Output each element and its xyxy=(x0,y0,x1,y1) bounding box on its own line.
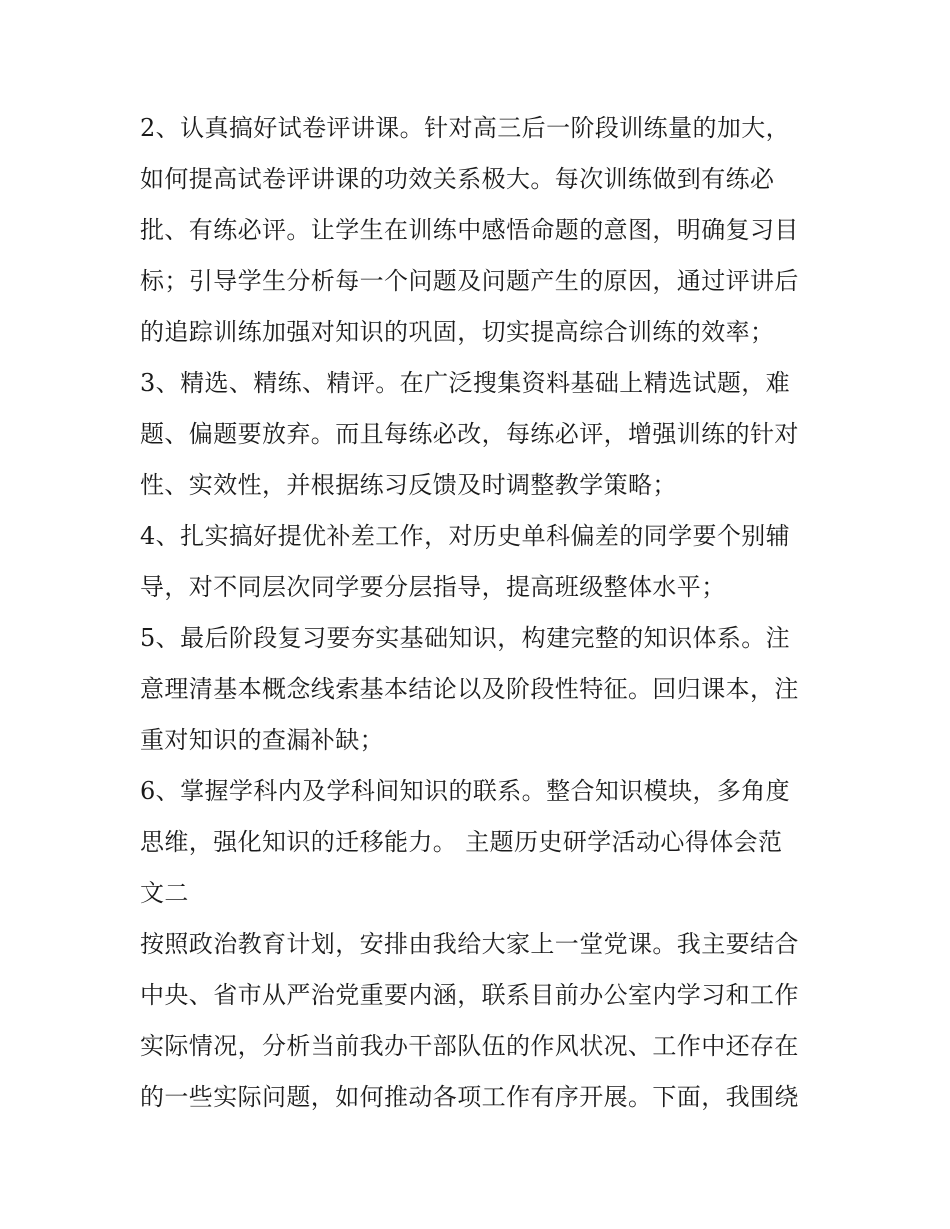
text-line: 2、认真搞好试卷评讲课。针对高三后一阶段训练量的加大， xyxy=(140,114,791,142)
text-line: 实际情况，分析当前我办干部队伍的作风状况、工作中还存在 xyxy=(140,1032,799,1060)
text-line: 性、实效性，并根据练习反馈及时调整教学策略； xyxy=(140,471,677,499)
text-line: 3、精选、精练、精评。在广泛搜集资料基础上精选试题，难 xyxy=(140,369,791,397)
document-body xyxy=(140,103,830,1123)
text-line: 4、扎实搞好提优补差工作，对历史单科偏差的同学要个别辅 xyxy=(140,522,791,550)
text-line: 思维，强化知识的迁移能力。 主题历史研学活动心得体会范 xyxy=(140,828,783,856)
text-line: 的一些实际问题，如何推动各项工作有序开展。下面，我围绕 xyxy=(140,1083,799,1111)
text-line: 的追踪训练加强对知识的巩固，切实提高综合训练的效率； xyxy=(140,318,775,346)
text-line: 题、偏题要放弃。而且每练必改，每练必评，增强训练的针对 xyxy=(140,420,799,448)
text-line: 意理清基本概念线索基本结论以及阶段性特征。回归课本，注 xyxy=(140,675,799,703)
text-line: 中央、省市从严治党重要内涵，联系目前办公室内学习和工作 xyxy=(140,981,799,1009)
text-line: 重对知识的查漏补缺； xyxy=(140,726,384,754)
text-line: 如何提高试卷评讲课的功效关系极大。每次训练做到有练必 xyxy=(140,165,775,193)
text-line: 6、掌握学科内及学科间知识的联系。整合知识模块，多角度 xyxy=(140,777,791,805)
text-line: 文二 xyxy=(140,879,189,907)
text-line: 标；引导学生分析每一个问题及问题产生的原因，通过评讲后 xyxy=(140,267,799,295)
text-line: 批、有练必评。让学生在训练中感悟命题的意图，明确复习目 xyxy=(140,216,799,244)
text-line: 5、最后阶段复习要夯实基础知识，构建完整的知识体系。注 xyxy=(140,624,791,652)
text-line: 按照政治教育计划，安排由我给大家上一堂党课。我主要结合 xyxy=(140,930,799,958)
text-line: 导，对不同层次同学要分层指导，提高班级整体水平； xyxy=(140,573,726,601)
